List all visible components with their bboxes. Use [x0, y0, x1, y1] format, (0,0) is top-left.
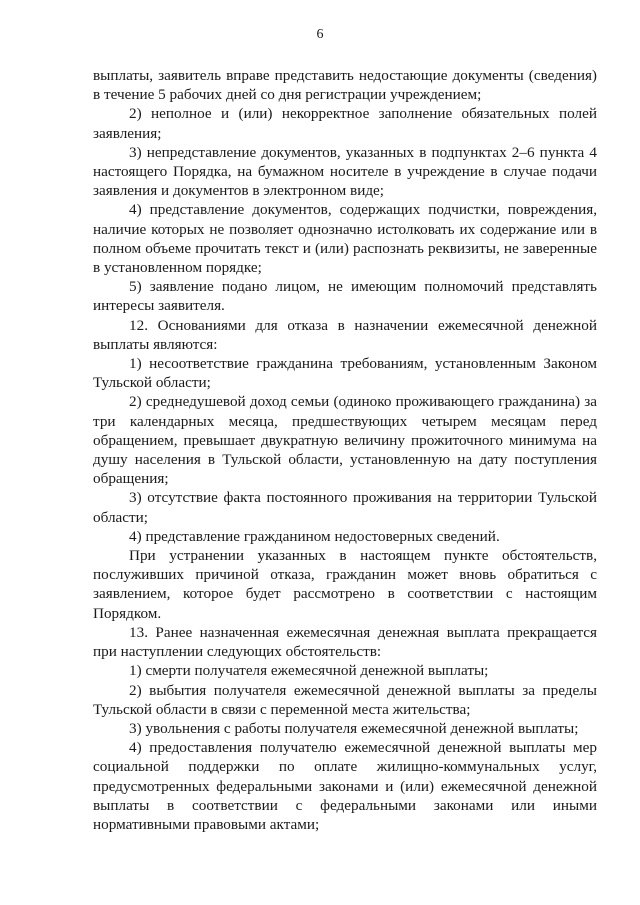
paragraph: 2) неполное и (или) некорректное заполнение обязательных полей заявления;: [93, 105, 597, 142]
paragraph: 4) представление документов, содержащих подчистки, повреждения, наличие которых не позволяет однозначно истолковать их содержание или в полном объеме прочитать текст и (или) распознать реквизиты, не заверенные в установленном порядке;: [93, 201, 597, 277]
paragraph: выплаты, заявитель вправе представить недостающие документы (сведения) в течение 5 рабочих дней со дня регистрации учреждением;: [93, 67, 597, 104]
paragraph: 3) непредставление документов, указанных в подпунктах 2–6 пункта 4 настоящего Порядка, на бумажном носителе в учреждение в случае подачи заявления и документов в электронном виде;: [93, 143, 597, 200]
paragraph: 3) отсутствие факта постоянного проживания на территории Тульской области;: [93, 489, 597, 526]
section-heading-13: 13. Ранее назначенная ежемесячная денежная выплата прекращается при наступлении следующих обстоятельств:: [93, 623, 597, 661]
page-number: 6: [316, 27, 324, 42]
paragraph: 2) выбытия получателя ежемесячной денежной выплаты за пределы Тульской области в связи с переменной места жительства;: [93, 681, 597, 718]
paragraph: 3) увольнения с работы получателя ежемесячной денежной выплаты;: [129, 719, 579, 737]
paragraph: 4) предоставления получателю ежемесячной денежной выплаты мер социальной поддержки по оплате жилищно-коммунальных услуг, предусмотренных федеральными законами и (или) ежемесячной денежной выплаты в соответствии с федеральными законами или иными нормативными правовыми актами;: [93, 739, 597, 833]
paragraph: 1) несоответствие гражданина требованиям, установленным Законом Тульской области;: [93, 355, 597, 392]
paragraph: 1) смерти получателя ежемесячной денежной выплаты;: [129, 662, 489, 680]
section-heading-12: 12. Основаниями для отказа в назначении ежемесячной денежной выплаты являются:: [93, 316, 597, 353]
paragraph: При устранении указанных в настоящем пункте обстоятельств, послуживших причиной отказа, гражданин может вновь обратиться с заявлением, которое будет рассмотрено в соответствии с настоящим Порядком.: [93, 547, 597, 622]
paragraph: 2) среднедушевой доход семьи (одиноко проживающего гражданина) за три календарных месяца, предшествующих четырем месяцам перед обращением, превышает двукратную величину прожиточного минимума на душу населения в Тульской области, установленную на дату поступления обращения;: [93, 393, 597, 488]
paragraph: 4) представление гражданином недостоверных сведений.: [129, 527, 500, 545]
document-body: [93, 66, 597, 834]
paragraph: 5) заявление подано лицом, не имеющим полномочий представлять интересы заявителя.: [93, 278, 597, 315]
